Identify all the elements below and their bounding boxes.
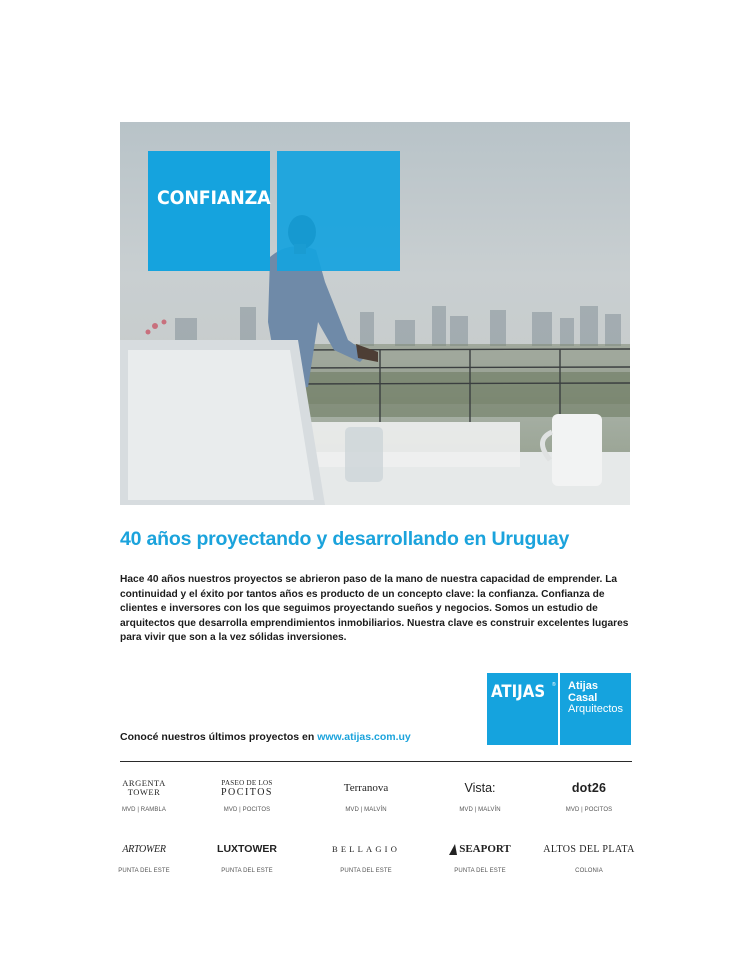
divider-rule <box>120 761 632 762</box>
project-logo <box>430 838 530 860</box>
project-location: MVD | MALVÍN <box>345 807 387 813</box>
project-logo: ARTOWER <box>122 843 166 855</box>
project-logo-line2: POCITOS <box>221 787 273 798</box>
project-seaport <box>430 838 530 874</box>
firm-name-line3: Arquitectos <box>568 703 624 715</box>
project-artower <box>94 838 194 874</box>
project-bellagio <box>316 838 416 874</box>
project-logo: ALTOS DEL PLATA <box>543 843 635 855</box>
project-location: PUNTA DEL ESTE <box>454 868 506 874</box>
project-altos-del-plata <box>539 838 639 874</box>
atijas-logo-box <box>487 673 558 745</box>
atijas-name-box <box>560 673 631 745</box>
registered-mark: ® <box>552 682 556 688</box>
project-paseo-de-los-pocitos <box>197 777 297 813</box>
cta-line <box>120 731 411 743</box>
atijas-logo-word: ATIJAS <box>491 682 546 702</box>
project-location: MVD | RAMBLA <box>121 807 167 813</box>
project-location: MVD | POCITOS <box>223 807 271 813</box>
project-argenta-tower <box>94 777 194 813</box>
project-location: PUNTA DEL ESTE <box>221 868 273 874</box>
project-logo: LUXTOWER <box>217 843 277 855</box>
project-logo-line2: TOWER <box>127 787 161 797</box>
cta-text: Conocé nuestros últimos proyectos en <box>120 731 318 743</box>
project-dot26 <box>539 777 639 813</box>
project-location: PUNTA DEL ESTE <box>340 868 392 874</box>
project-logo-line1: ARGENTA <box>122 778 166 788</box>
seaport-icon <box>449 844 457 855</box>
project-luxtower <box>197 838 297 874</box>
body-paragraph: Hace 40 años nuestros proyectos se abrieron paso de la mano de nuestra capacidad de emprender. La continuidad y el éxito por tantos años es producto de un concepto clave: la confianza. Confianza de clientes e inversores con los que seguimos proyectando sueños y negocios. Somos un estudio de arquitectos que desarrolla emprendimientos inmobiliarios. Nuestra clave es construir excelentes lugares para vivir que son a la vez sólidas inversiones. <box>120 574 629 644</box>
project-vista <box>430 777 530 813</box>
firm-name <box>568 681 623 716</box>
headline: 40 años proyectando y desarrollando en Uruguay <box>120 528 570 550</box>
confianza-badge-text: CONFIANZA <box>157 187 271 209</box>
atijas-brand-block <box>487 673 631 745</box>
project-location: MVD | POCITOS <box>565 807 613 813</box>
project-logo: dot26 <box>571 781 607 795</box>
website-link[interactable]: www.atijas.com.uy <box>317 731 411 743</box>
blue-overlay-square <box>277 151 400 271</box>
hero-photo <box>120 122 630 505</box>
project-location: COLONIA <box>575 868 603 874</box>
project-logo: Terranova <box>343 782 389 794</box>
project-logo-text: SEAPORT <box>459 843 511 855</box>
firm-name-line1: Atijas <box>568 680 598 692</box>
project-logo <box>197 777 297 799</box>
project-logo <box>94 777 194 799</box>
confianza-badge <box>148 151 270 271</box>
project-location: MVD | MALVÍN <box>459 807 501 813</box>
project-logo: BELLAGIO <box>331 844 401 854</box>
project-logo: Vista: <box>464 781 496 795</box>
project-logo-line1: PASEO DE LOS <box>221 779 273 787</box>
firm-name-line2: Casal <box>568 691 598 704</box>
project-terranova <box>316 777 416 813</box>
project-location: PUNTA DEL ESTE <box>118 868 170 874</box>
